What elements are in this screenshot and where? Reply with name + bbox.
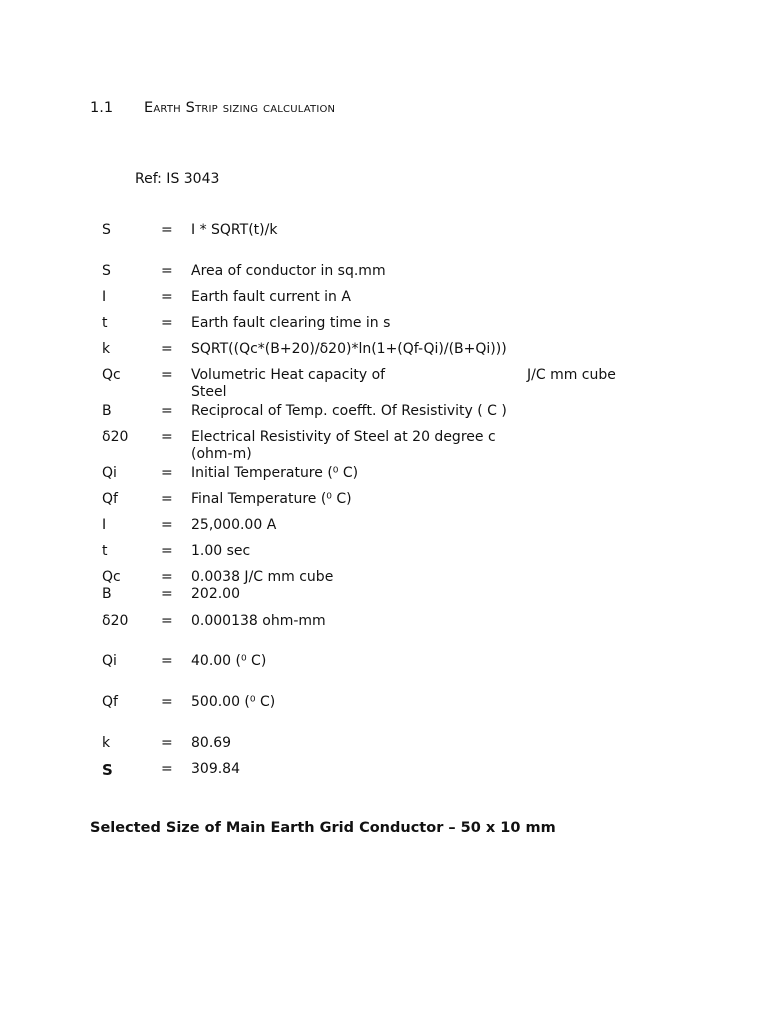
row-value: Volumetric Heat capacity of Steel: [191, 367, 386, 400]
row-value: Final Temperature (⁰ C): [191, 491, 352, 507]
row-value: 25,000.00 A: [191, 517, 277, 533]
row-equals: =: [161, 491, 173, 507]
value-row: [0, 517, 768, 537]
row-symbol: δ20: [102, 429, 129, 445]
row-symbol: Qf: [102, 694, 118, 710]
row-value: I * SQRT(t)/k: [191, 222, 278, 238]
definition-row: [0, 491, 768, 511]
row-value: 202.00: [191, 586, 240, 602]
definition-row: [0, 289, 768, 309]
row-value: 500.00 (⁰ C): [191, 694, 276, 710]
definition-row: [0, 403, 768, 423]
definition-row: [0, 263, 768, 283]
value-row: [0, 543, 768, 563]
result-row: [0, 735, 768, 755]
definition-row: [0, 367, 768, 400]
row-equals: =: [161, 341, 173, 357]
row-value: 309.84: [191, 761, 240, 777]
formula-row: [0, 222, 768, 242]
row-equals: =: [161, 569, 173, 585]
row-value: 0.000138 ohm-mm: [191, 613, 326, 629]
reference-standard: Ref: IS 3043: [135, 171, 220, 187]
row-value: Initial Temperature (⁰ C): [191, 465, 359, 481]
row-equals: =: [161, 315, 173, 331]
row-equals: =: [161, 613, 173, 629]
row-symbol: Qf: [102, 491, 118, 507]
row-symbol: I: [102, 289, 107, 305]
row-symbol: S: [102, 263, 111, 279]
row-symbol: t: [102, 315, 108, 331]
row-equals: =: [161, 403, 173, 419]
row-symbol: B: [102, 403, 112, 419]
row-symbol: S: [102, 222, 111, 238]
row-equals: =: [161, 735, 173, 751]
section-number: 1.1: [90, 100, 114, 116]
definition-row: [0, 429, 768, 462]
row-symbol: S: [102, 761, 113, 779]
value-row: [0, 653, 768, 673]
row-equals: =: [161, 694, 173, 710]
row-equals: =: [161, 263, 173, 279]
row-symbol: I: [102, 517, 107, 533]
row-symbol: δ20: [102, 613, 129, 629]
definition-row: [0, 465, 768, 485]
row-value: 80.69: [191, 735, 232, 751]
value-row: [0, 694, 768, 714]
row-symbol: Qc: [102, 367, 121, 383]
row-equals: =: [161, 289, 173, 305]
row-symbol: B: [102, 586, 112, 602]
row-value: SQRT((Qc*(B+20)/δ20)*ln(1+(Qf-Qi)/(B+Qi))): [191, 341, 507, 357]
row-symbol: k: [102, 341, 111, 357]
value-row: [0, 586, 768, 606]
definition-row: [0, 315, 768, 335]
row-symbol: Qi: [102, 653, 117, 669]
row-value: 0.0038 J/C mm cube: [191, 569, 334, 585]
row-value: Earth fault clearing time in s: [191, 315, 391, 331]
row-symbol: Qi: [102, 465, 117, 481]
result-row: [0, 761, 768, 781]
row-value: Earth fault current in A: [191, 289, 351, 305]
row-equals: =: [161, 586, 173, 602]
row-value: Reciprocal of Temp. coefft. Of Resistivity ( C ): [191, 403, 507, 419]
row-value: 40.00 (⁰ C): [191, 653, 267, 669]
row-symbol: Qc: [102, 569, 121, 585]
row-value: 1.00 sec: [191, 543, 251, 559]
row-value: Electrical Resistivity of Steel at 20 degree c (ohm-m): [191, 429, 496, 462]
row-equals: =: [161, 653, 173, 669]
section-heading: [90, 100, 335, 116]
row-symbol: t: [102, 543, 108, 559]
section-title: Earth Strip sizing calculation: [144, 100, 336, 116]
row-equals: =: [161, 761, 173, 777]
row-value: Area of conductor in sq.mm: [191, 263, 386, 279]
row-equals: =: [161, 465, 173, 481]
selected-size-conclusion: Selected Size of Main Earth Grid Conductor – 50 x 10 mm: [90, 820, 556, 836]
value-row: [0, 613, 768, 633]
row-unit: J/C mm cube: [527, 367, 616, 383]
definition-row: [0, 341, 768, 361]
row-equals: =: [161, 543, 173, 559]
row-equals: =: [161, 517, 173, 533]
row-symbol: k: [102, 735, 111, 751]
row-equals: =: [161, 222, 173, 238]
row-equals: =: [161, 367, 173, 383]
row-equals: =: [161, 429, 173, 445]
